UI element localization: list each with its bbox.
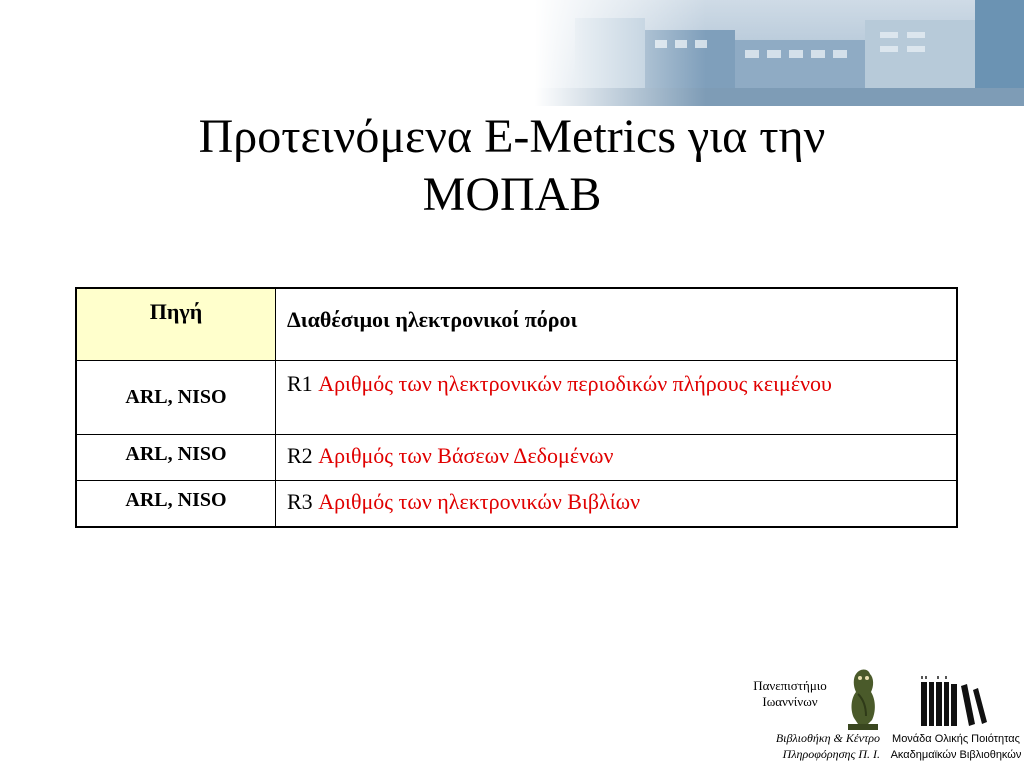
university-name-line-2: Ιωαννίνων: [762, 694, 818, 709]
quality-unit-name-line-2: Ακαδημαϊκών Βιβλιοθηκών: [890, 749, 1022, 761]
quality-unit-name-line-1: Μονάδα Ολικής Ποιότητας: [892, 733, 1020, 745]
row-code: R3: [287, 488, 313, 514]
row-source: ARL, NISO: [76, 480, 276, 527]
row-description-cell: [276, 360, 958, 434]
row-code: R1: [287, 370, 313, 396]
table-row: [76, 360, 957, 434]
library-name-line-1: Βιβλιοθήκη & Κέντρο: [775, 731, 880, 745]
books-logo-icon: [915, 676, 993, 728]
slide-title-line-1: Προτεινόμενα E-Metrics για την: [198, 110, 826, 163]
row-description-cell: [276, 480, 958, 527]
row-description-cell: [276, 434, 958, 480]
owl-logo-icon: [838, 668, 888, 732]
table-header-row: [76, 288, 957, 360]
row-description: Αριθμός των Βάσεων Δεδομένων: [318, 442, 614, 468]
row-source: ARL, NISO: [76, 360, 276, 434]
header-description: Διαθέσιμοι ηλεκτρονικοί πόροι: [276, 288, 958, 360]
slide-title: [0, 108, 1024, 224]
table-row: [76, 434, 957, 480]
table-row: [76, 480, 957, 527]
header-source: Πηγή: [76, 288, 276, 360]
library-name-line-2: Πληροφόρησης Π. Ι.: [782, 747, 880, 761]
quality-unit-name: [888, 731, 1024, 763]
emetrics-table: [75, 287, 958, 528]
library-name: [740, 730, 880, 762]
row-description: Αριθμός των ηλεκτρονικών Βιβλίων: [318, 488, 641, 514]
university-name: [740, 678, 840, 710]
row-description: Αριθμός των ηλεκτρονικών περιοδικών πλήρους κειμένου: [318, 370, 832, 396]
header-banner-image: [535, 0, 1024, 106]
row-code: R2: [287, 442, 313, 468]
row-source: ARL, NISO: [76, 434, 276, 480]
slide-title-line-2: ΜΟΠΑΒ: [422, 168, 602, 221]
university-name-line-1: Πανεπιστήμιο: [753, 678, 827, 693]
